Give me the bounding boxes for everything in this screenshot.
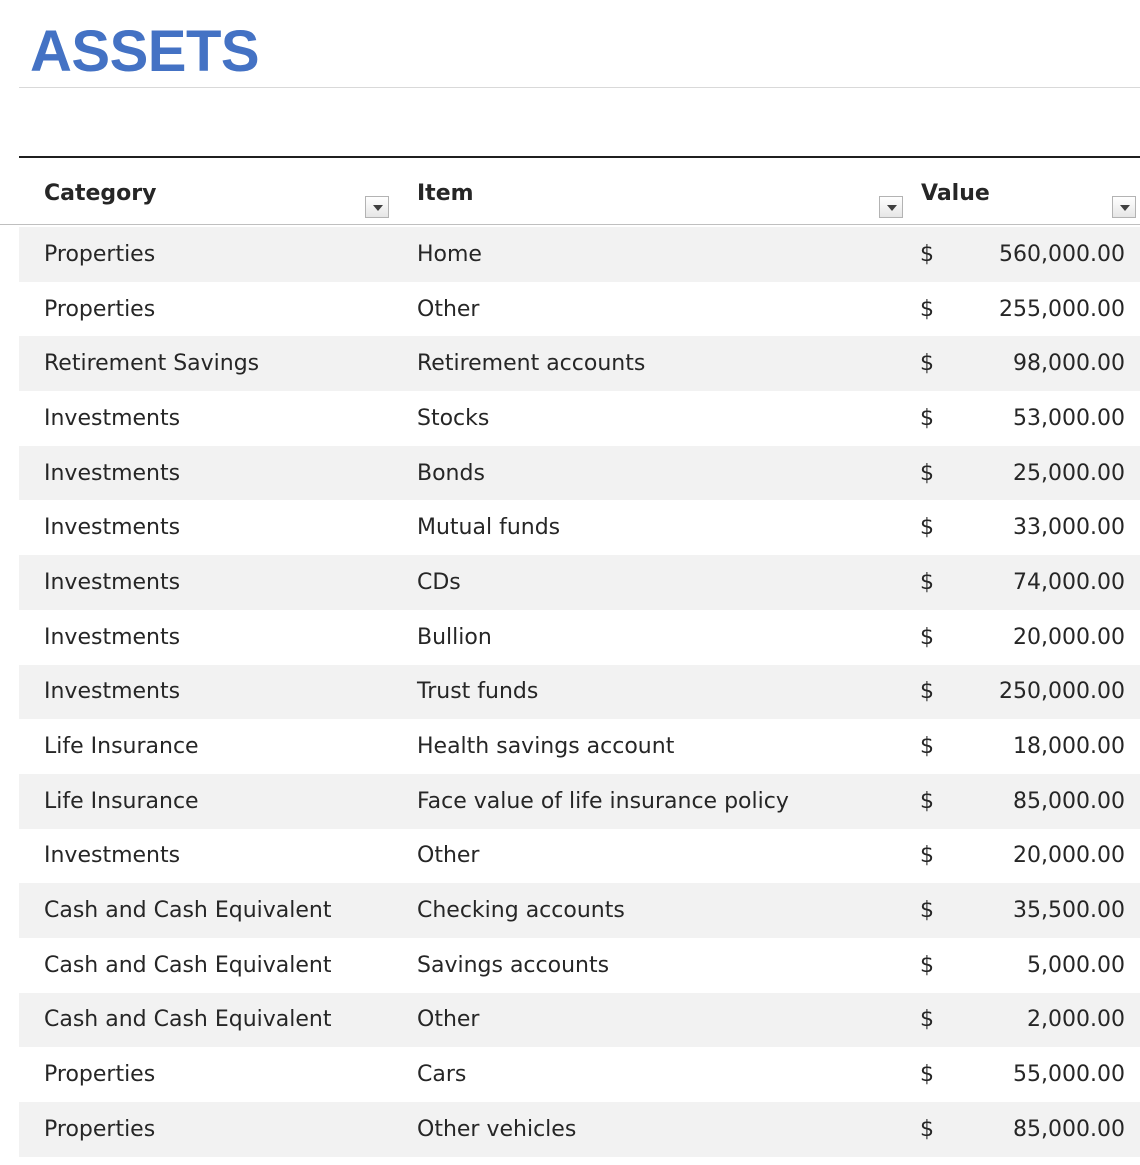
currency-symbol: $ bbox=[920, 1116, 934, 1142]
value-cell[interactable]: 18,000.00 bbox=[1013, 734, 1125, 760]
currency-symbol: $ bbox=[920, 569, 934, 595]
category-cell[interactable]: Investments bbox=[44, 624, 181, 650]
title-divider bbox=[19, 87, 1140, 88]
category-cell[interactable]: Retirement Savings bbox=[44, 351, 260, 377]
currency-symbol: $ bbox=[920, 843, 934, 869]
table-row[interactable] bbox=[19, 446, 1140, 501]
currency-symbol: $ bbox=[920, 952, 934, 978]
item-cell[interactable]: Savings accounts bbox=[417, 952, 610, 978]
category-cell[interactable]: Properties bbox=[44, 241, 156, 267]
table-row[interactable] bbox=[19, 665, 1140, 720]
category-cell[interactable]: Life Insurance bbox=[44, 734, 199, 760]
category-cell[interactable]: Investments bbox=[44, 569, 181, 595]
value-cell[interactable]: 20,000.00 bbox=[1013, 624, 1125, 650]
item-cell[interactable]: Stocks bbox=[417, 405, 490, 431]
currency-symbol: $ bbox=[920, 624, 934, 650]
category-cell[interactable]: Cash and Cash Equivalent bbox=[44, 898, 332, 924]
value-cell[interactable]: 74,000.00 bbox=[1013, 569, 1125, 595]
table-row[interactable] bbox=[19, 829, 1140, 884]
currency-symbol: $ bbox=[920, 1007, 934, 1033]
filter-dropdown-icon bbox=[1120, 205, 1130, 211]
category-cell[interactable]: Investments bbox=[44, 460, 181, 486]
category-cell[interactable]: Life Insurance bbox=[44, 788, 199, 814]
value-cell[interactable]: 255,000.00 bbox=[999, 296, 1125, 322]
value-cell[interactable]: 250,000.00 bbox=[999, 679, 1125, 705]
item-cell[interactable]: Other bbox=[417, 843, 480, 869]
item-cell[interactable]: Health savings account bbox=[417, 734, 675, 760]
currency-symbol: $ bbox=[920, 351, 934, 377]
table-row[interactable] bbox=[19, 1047, 1140, 1102]
item-cell[interactable]: Other bbox=[417, 1007, 480, 1033]
item-cell[interactable]: Mutual funds bbox=[417, 515, 561, 541]
table-row[interactable] bbox=[19, 336, 1140, 391]
currency-symbol: $ bbox=[920, 788, 934, 814]
filter-dropdown-icon bbox=[373, 205, 383, 211]
value-cell[interactable]: 25,000.00 bbox=[1013, 460, 1125, 486]
table-row[interactable] bbox=[19, 1102, 1140, 1157]
category-cell[interactable]: Investments bbox=[44, 843, 181, 869]
value-cell[interactable]: 20,000.00 bbox=[1013, 843, 1125, 869]
category-cell[interactable]: Properties bbox=[44, 296, 156, 322]
item-cell[interactable]: Bullion bbox=[417, 624, 492, 650]
item-filter-button[interactable] bbox=[879, 196, 903, 218]
value-cell[interactable]: 560,000.00 bbox=[999, 241, 1125, 267]
table-row[interactable] bbox=[19, 555, 1140, 610]
table-row[interactable] bbox=[19, 719, 1140, 774]
table-body bbox=[19, 227, 1140, 1157]
filter-dropdown-icon bbox=[887, 205, 897, 211]
currency-symbol: $ bbox=[920, 898, 934, 924]
currency-symbol: $ bbox=[920, 734, 934, 760]
category-cell[interactable]: Properties bbox=[44, 1062, 156, 1088]
item-cell[interactable]: CDs bbox=[417, 569, 461, 595]
item-cell[interactable]: Other bbox=[417, 296, 480, 322]
value-cell[interactable]: 5,000.00 bbox=[1027, 952, 1125, 978]
item-cell[interactable]: Trust funds bbox=[417, 679, 539, 705]
value-filter-button[interactable] bbox=[1112, 196, 1136, 218]
currency-symbol: $ bbox=[920, 460, 934, 486]
table-row[interactable] bbox=[19, 938, 1140, 993]
table-row[interactable] bbox=[19, 993, 1140, 1048]
category-cell[interactable]: Investments bbox=[44, 679, 181, 705]
value-cell[interactable]: 2,000.00 bbox=[1027, 1007, 1125, 1033]
currency-symbol: $ bbox=[920, 679, 934, 705]
item-cell[interactable]: Bonds bbox=[417, 460, 485, 486]
column-header-category bbox=[0, 158, 395, 224]
table-row[interactable] bbox=[19, 774, 1140, 829]
table-row[interactable] bbox=[19, 610, 1140, 665]
table-row[interactable] bbox=[19, 282, 1140, 337]
currency-symbol: $ bbox=[920, 296, 934, 322]
item-cell[interactable]: Retirement accounts bbox=[417, 351, 646, 377]
category-cell[interactable]: Cash and Cash Equivalent bbox=[44, 952, 332, 978]
value-cell[interactable]: 85,000.00 bbox=[1013, 1116, 1125, 1142]
item-cell[interactable]: Other vehicles bbox=[417, 1116, 577, 1142]
table-row[interactable] bbox=[19, 391, 1140, 446]
currency-symbol: $ bbox=[920, 515, 934, 541]
currency-symbol: $ bbox=[920, 405, 934, 431]
table-header-row bbox=[0, 158, 1140, 225]
column-header-item-label: Item bbox=[417, 181, 474, 206]
item-cell[interactable]: Face value of life insurance policy bbox=[417, 788, 789, 814]
category-filter-button[interactable] bbox=[365, 196, 389, 218]
category-cell[interactable]: Cash and Cash Equivalent bbox=[44, 1007, 332, 1033]
category-cell[interactable]: Investments bbox=[44, 515, 181, 541]
item-cell[interactable]: Cars bbox=[417, 1062, 467, 1088]
value-cell[interactable]: 98,000.00 bbox=[1013, 351, 1125, 377]
item-cell[interactable]: Checking accounts bbox=[417, 898, 625, 924]
category-cell[interactable]: Investments bbox=[44, 405, 181, 431]
table-row[interactable] bbox=[19, 500, 1140, 555]
column-header-category-label: Category bbox=[44, 181, 157, 206]
value-cell[interactable]: 85,000.00 bbox=[1013, 788, 1125, 814]
column-header-item bbox=[395, 158, 908, 224]
currency-symbol: $ bbox=[920, 1062, 934, 1088]
column-header-value-label: Value bbox=[921, 181, 990, 206]
value-cell[interactable]: 33,000.00 bbox=[1013, 515, 1125, 541]
item-cell[interactable]: Home bbox=[417, 241, 482, 267]
column-header-value bbox=[908, 158, 1140, 224]
table-row[interactable] bbox=[19, 227, 1140, 282]
value-cell[interactable]: 35,500.00 bbox=[1013, 898, 1125, 924]
category-cell[interactable]: Properties bbox=[44, 1116, 156, 1142]
table-row[interactable] bbox=[19, 883, 1140, 938]
sheet-title: ASSETS bbox=[30, 19, 260, 84]
value-cell[interactable]: 53,000.00 bbox=[1013, 405, 1125, 431]
value-cell[interactable]: 55,000.00 bbox=[1013, 1062, 1125, 1088]
currency-symbol: $ bbox=[920, 241, 934, 267]
